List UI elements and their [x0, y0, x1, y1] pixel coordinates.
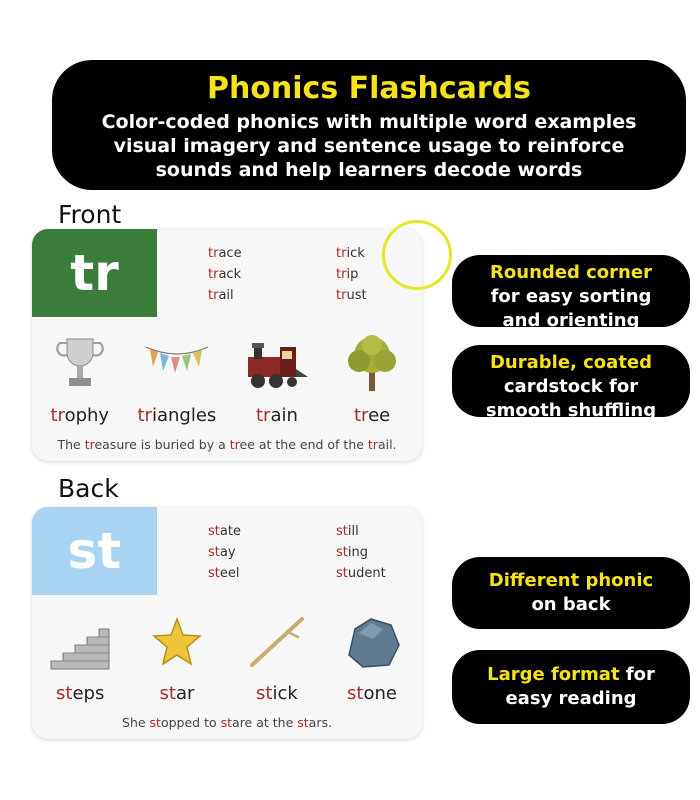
picture-caption: train: [256, 405, 298, 426]
example-word: trick: [336, 246, 365, 261]
feature-pill-durable: [452, 345, 690, 421]
feature-line: Large format for: [487, 664, 655, 685]
picture-caption: star: [159, 683, 195, 704]
example-word: student: [336, 566, 386, 581]
stone-icon: [337, 607, 407, 677]
banner-title: Phonics Flashcards: [206, 71, 532, 106]
steps-icon: [45, 607, 115, 677]
phonic-box: st: [32, 507, 157, 595]
banner-line: Color-coded phonics with multiple word examples: [101, 111, 637, 133]
word-list-left: [208, 243, 242, 306]
stick-icon: [242, 607, 312, 677]
front-flashcard: [32, 229, 422, 461]
phonic-box: tr: [32, 229, 157, 317]
feature-line: for easy sorting: [490, 286, 652, 307]
back-label: Back: [58, 474, 119, 503]
example-sentence: The treasure is buried by a tree at the end of the trail.: [57, 437, 397, 452]
picture-caption: triangles: [137, 405, 217, 426]
word-list-right: [336, 243, 367, 306]
feature-line: Rounded corner: [490, 262, 652, 283]
example-sentence: She stopped to stare at the stars.: [122, 715, 332, 730]
picture-row: [32, 329, 422, 401]
picture-caption: tree: [354, 405, 391, 426]
example-word: trace: [208, 246, 242, 261]
feature-pill-different-phonic: [452, 557, 690, 629]
banner-subtitle: [52, 110, 686, 182]
picture-row: [32, 607, 422, 679]
trophy-icon: [45, 329, 115, 399]
example-word: trip: [336, 267, 359, 282]
feature-pill-rounded-corner: [452, 255, 690, 331]
picture-caption: trophy: [50, 405, 110, 426]
feature-pill-large-format: [452, 650, 690, 724]
feature-line: Durable, coated: [489, 352, 653, 373]
word-list-left: [208, 521, 241, 584]
feature-line: cardstock for: [503, 376, 639, 397]
picture-caption: stick: [256, 683, 298, 704]
example-word: track: [208, 267, 242, 282]
back-flashcard: [32, 507, 422, 739]
front-label: Front: [58, 200, 122, 229]
feature-line: smooth shuffling: [485, 400, 657, 421]
example-word: trail: [208, 288, 234, 303]
picture-caption: steps: [56, 683, 105, 704]
train-icon: [242, 329, 312, 399]
feature-line: Different phonic: [488, 570, 654, 591]
triangles-icon: [142, 329, 212, 399]
tree-icon: [337, 329, 407, 399]
feature-line: easy reading: [505, 688, 637, 709]
feature-line: on back: [531, 594, 611, 615]
rounded-corner-highlight-circle: [382, 220, 452, 290]
star-icon: [142, 607, 212, 677]
example-word: state: [208, 524, 241, 539]
banner-line: visual imagery and sentence usage to reinforce: [113, 135, 625, 157]
example-word: stay: [208, 545, 236, 560]
picture-caption: stone: [347, 683, 397, 704]
header-banner: [52, 60, 686, 190]
banner-line: sounds and help learners decode words: [155, 159, 583, 181]
example-word: steel: [208, 566, 240, 581]
word-list-right: [336, 521, 386, 584]
example-word: still: [336, 524, 359, 539]
example-word: sting: [336, 545, 368, 560]
feature-line: and orienting: [502, 310, 640, 331]
example-word: trust: [336, 288, 367, 303]
